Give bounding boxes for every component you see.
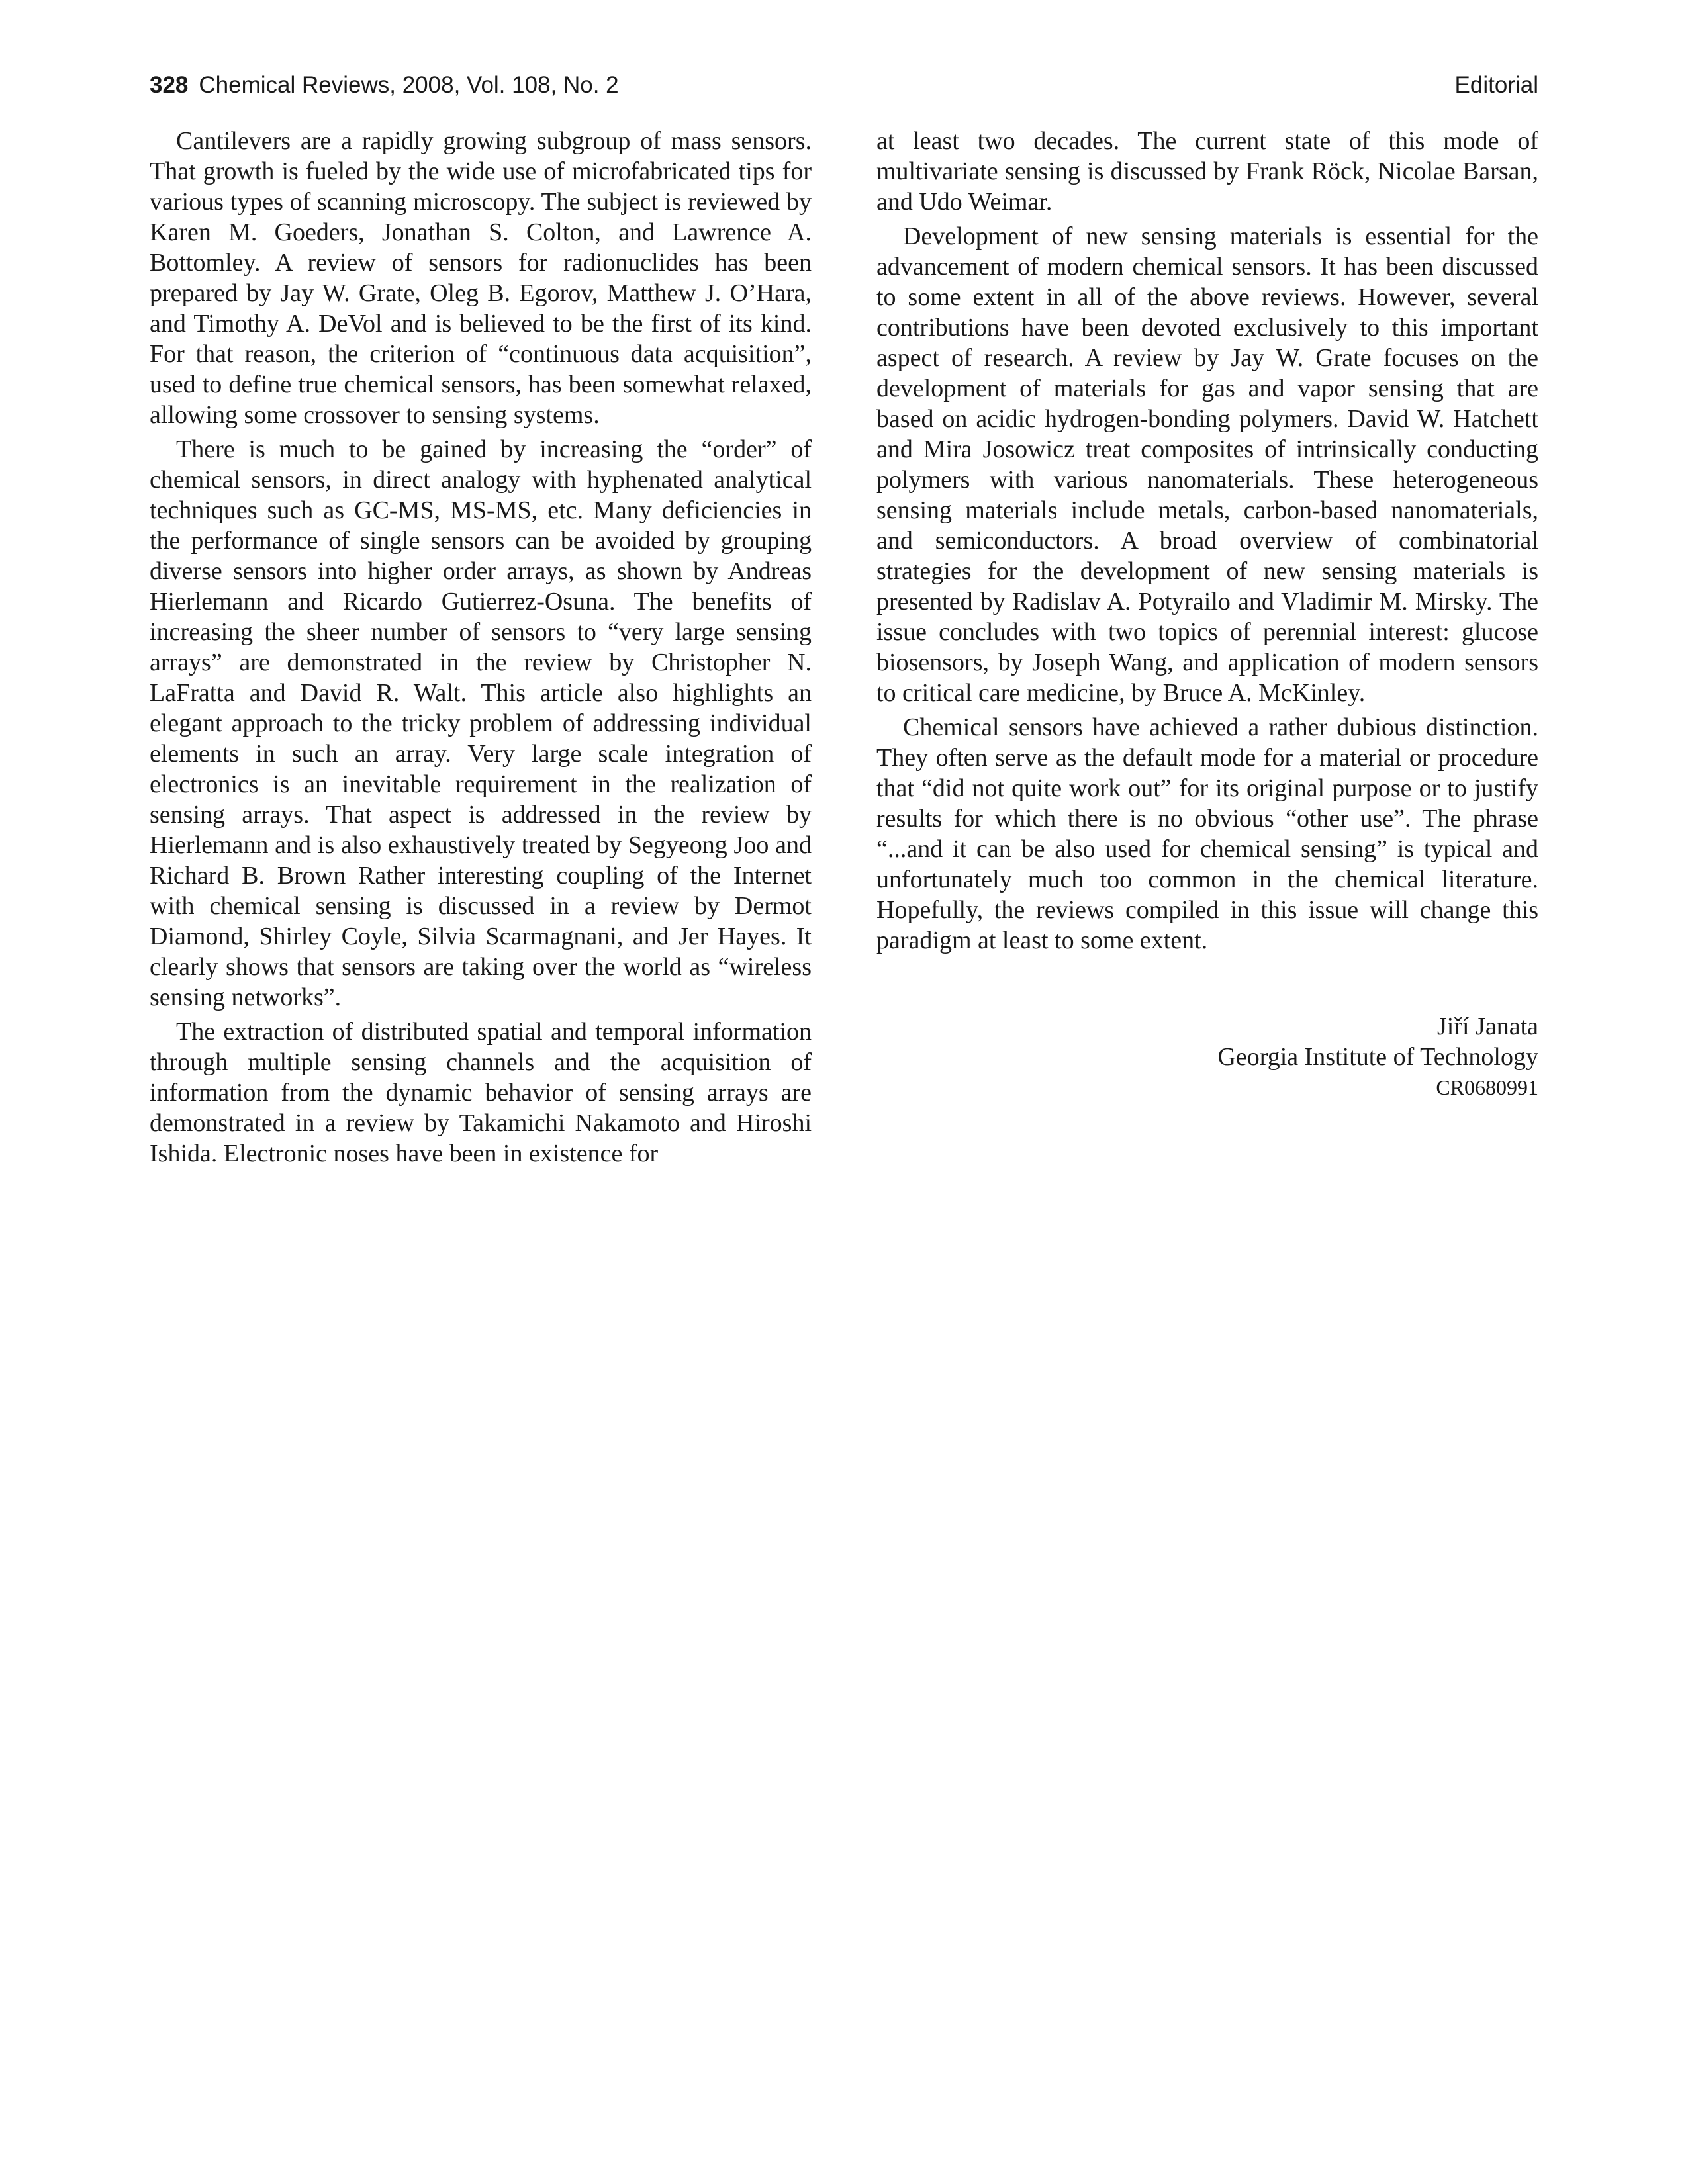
running-header [150,69,1538,102]
author-affiliation: Georgia Institute of Technology [1217,1043,1538,1071]
section-label: Editorial [1454,72,1538,98]
paragraph-spatial-temporal: The extraction of distributed spatial and temporal information through multiple sensing channels and the acquisition of information from the dynamic behavior of sensing arrays are demonstrated in a review by Takamichi Nakamoto and Hiroshi Ishida. Electronic noses have been in existence for [150,1018,812,1167]
page-number: 328 [150,72,189,98]
paragraph-sensing-materials: Development of new sensing materials is essential for the advancement of modern chemical sensors. It has been discussed to some extent in all of the above reviews. However, several contributions have been devoted exclusively to this important aspect of research. A review by Jay W. Grate focuses on the development of materials for gas and vapor sensing that are based on acidic hydrogen-bonding polymers. David W. Hatchett and Mira Josowicz treat composites of intrinsically conducting polymers with various nanomaterials. These heterogeneous sensing materials include metals, carbon-based nanomaterials, and semiconductors. A broad overview of combinatorial strategies for the development of new sensing materials is presented by Radislav A. Potyrailo and Vladimir M. Mirsky. The issue concludes with two topics of perennial interest: glucose biosensors, by Joseph Wang, and application of modern sensors to critical care medicine, by Bruce A. McKinley. [876,222,1538,707]
manuscript-code: CR0680991 [1436,1075,1538,1099]
signature-block [876,1011,1538,1103]
left-column [150,126,812,1173]
right-column [876,126,1538,1103]
header-left [150,69,619,102]
paragraph-electronic-noses-continued: at least two decades. The current state of this mode of multivariate sensing is discussed by Frank Röck, Nicolae Barsan, and Udo Weimar. [876,127,1538,216]
author-name: Jiří Janata [1436,1013,1538,1040]
journal-citation: Chemical Reviews, 2008, Vol. 108, No. 2 [199,72,619,98]
paragraph-dubious-distinction: Chemical sensors have achieved a rather dubious distinction. They often serve as the default mode for a material or procedure that “did not quite work out” for its original purpose or to justify results for which there is no obvious “other use”. The phrase “...and it can be also used for chemical sensing” is typical and unfortunately much too common in the chemical literature. Hopefully, the reviews compiled in this issue will change this paradigm at least to some extent. [876,713,1538,954]
paragraph-sensor-order: There is much to be gained by increasing the “order” of chemical sensors, in direct analogy with hyphenated analytical techniques such as GC-MS, MS-MS, etc. Many deficiencies in the performance of single sensors can be avoided by grouping diverse sensors into higher order arrays, as shown by Andreas Hierlemann and Ricardo Gutierrez-Osuna. The benefits of increasing the sheer number of sensors to “very large sensing arrays” are demonstrated in the review by Christopher N. LaFratta and David R. Walt. This article also highlights an elegant approach to the tricky problem of addressing individual elements in such an array. Very large scale integration of electronics is an inevitable requirement in the realization of sensing arrays. That aspect is addressed in the review by Hierlemann and is also exhaustively treated by Segyeong Joo and Richard B. Brown Rather interesting coupling of the Internet with chemical sensing is discussed in a review by Dermot Diamond, Shirley Coyle, Silvia Scarmagnani, and Jer Hayes. It clearly shows that sensors are taking over the world as “wireless sensing networks”. [150,435,812,1011]
paragraph-cantilevers: Cantilevers are a rapidly growing subgroup of mass sensors. That growth is fueled by the wide use of microfabricated tips for various types of scanning microscopy. The subject is reviewed by Karen M. Goeders, Jonathan S. Colton, and Lawrence A. Bottomley. A review of sensors for radionuclides has been prepared by Jay W. Grate, Oleg B. Egorov, Matthew J. O’Hara, and Timothy A. DeVol and is believed to be the first of its kind. For that reason, the criterion of “continuous data acquisition”, used to define true chemical sensors, has been somewhat relaxed, allowing some crossover to sensing systems. [150,127,812,429]
